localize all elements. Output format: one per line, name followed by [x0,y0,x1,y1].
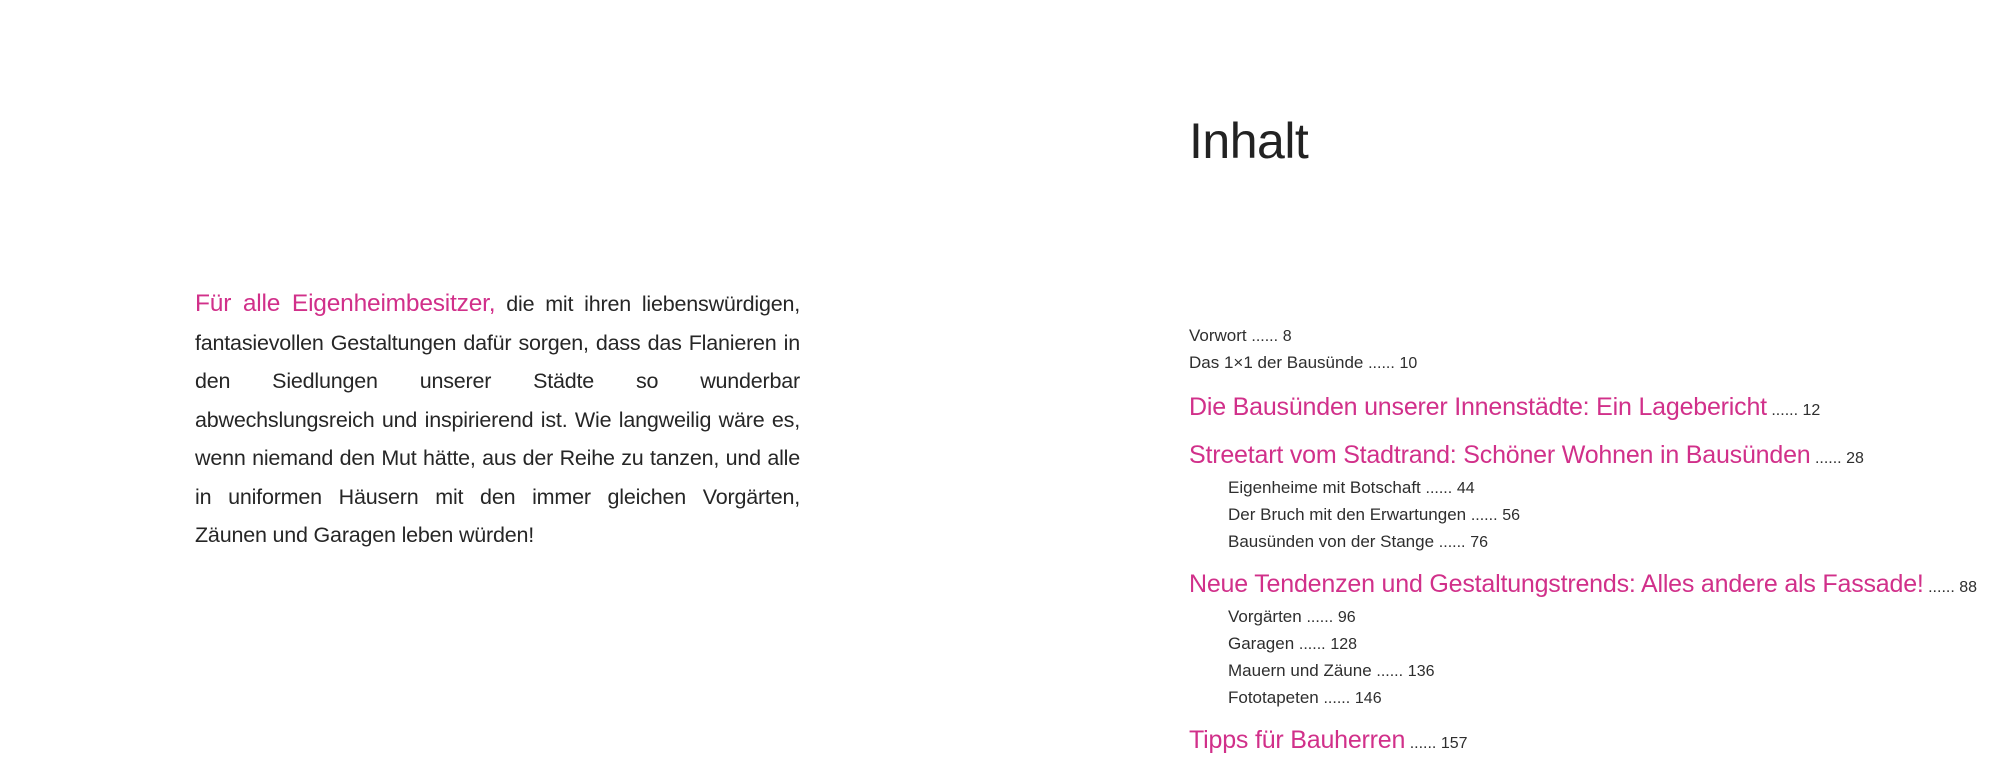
toc-leader: ...... [1470,507,1498,524]
toc-leader: ...... [1323,690,1351,707]
toc-entry-page: 10 [1399,355,1418,372]
toc-entry-erwartungen[interactable] [1228,505,1520,525]
toc-entry-garagen[interactable] [1228,634,1357,654]
toc-entry-botschaft[interactable] [1228,478,1475,498]
toc-leader: ...... [1425,480,1453,497]
toc-chapter-title: Tipps für Bauherren [1189,726,1406,754]
toc-chapter-page: 157 [1440,735,1468,752]
toc-chapter-streetart[interactable] [1189,441,1864,470]
toc-entry-mauern[interactable] [1228,661,1435,681]
toc-chapter-page: 28 [1846,450,1864,467]
toc-leader: ...... [1306,609,1334,626]
toc-chapter-title: Streetart vom Stadtrand: Schöner Wohnen in Bausünden [1189,441,1811,469]
toc-entry-page: 56 [1502,507,1521,524]
toc-leader: ...... [1368,355,1395,372]
toc-entry-1x1[interactable] [1189,353,1417,373]
toc-entry-title: Vorgärten [1228,607,1302,626]
toc-entry-title: Fototapeten [1228,688,1319,707]
toc-leader: ...... [1771,402,1799,419]
toc-leader: ...... [1376,663,1404,680]
toc-chapter-innenstaedte[interactable] [1189,393,1820,422]
toc-entry-fototapeten[interactable] [1228,688,1382,708]
toc-entry-title: Der Bruch mit den Erwartungen [1228,505,1467,524]
toc-entry-title: Das 1×1 der Bausünde [1189,353,1364,372]
toc-entry-title: Garagen [1228,634,1295,653]
table-of-contents [1189,108,1989,754]
toc-leader: ...... [1251,328,1279,345]
toc-leader: ...... [1438,534,1466,551]
toc-entry-title: Eigenheime mit Botschaft [1228,478,1421,497]
toc-entry-title: Vorwort [1189,326,1247,345]
toc-chapter-tendenzen[interactable] [1189,570,1977,599]
toc-entry-page: 8 [1282,328,1292,345]
toc-leader: ...... [1814,450,1842,467]
toc-chapter-page: 88 [1959,579,1978,596]
toc-chapter-title: Neue Tendenzen und Gestaltungstrends: Alles andere als Fassade! [1189,570,1924,598]
toc-entry-title: Bausünden von der Stange [1228,532,1435,551]
toc-entry-page: 76 [1470,534,1488,551]
toc-entry-page: 96 [1337,609,1356,626]
toc-leader: ...... [1928,579,1955,596]
toc-entry-stange[interactable] [1228,532,1488,552]
toc-entry-page: 128 [1330,636,1358,653]
toc-entry-page: 136 [1407,663,1435,680]
toc-entry-title: Mauern und Zäune [1228,661,1372,680]
toc-entry-page: 44 [1456,480,1475,497]
toc-chapter-page: 12 [1802,402,1821,419]
toc-entry-vorwort[interactable] [1189,326,1292,346]
toc-title: Inhalt [1189,113,1309,169]
toc-entry-page: 146 [1354,690,1382,707]
toc-leader: ...... [1298,636,1326,653]
dedication-body: die mit ihren liebenswürdigen, fantasievollen Gestaltungen dafür sorgen, dass das Flanieren in den Siedlungen unserer Städte so wunderbar abwechslungsreich und inspirierend ist. Wie langweilig wäre es, wenn niemand den Mut hätte, aus der Reihe zu tanzen, und alle in uniformen Häusern mit den immer gleichen Vorgärten, Zäunen und Garagen leben würden! [195,292,801,547]
dedication-lead: Für alle Eigenheimbesitzer, [195,290,496,317]
toc-entry-vorgaerten[interactable] [1228,607,1356,627]
dedication-paragraph [195,285,800,555]
toc-leader: ...... [1409,735,1437,752]
toc-chapter-title: Die Bausünden unserer Innenstädte: Ein Lagebericht [1189,393,1767,421]
toc-chapter-tipps[interactable] [1189,726,1468,755]
